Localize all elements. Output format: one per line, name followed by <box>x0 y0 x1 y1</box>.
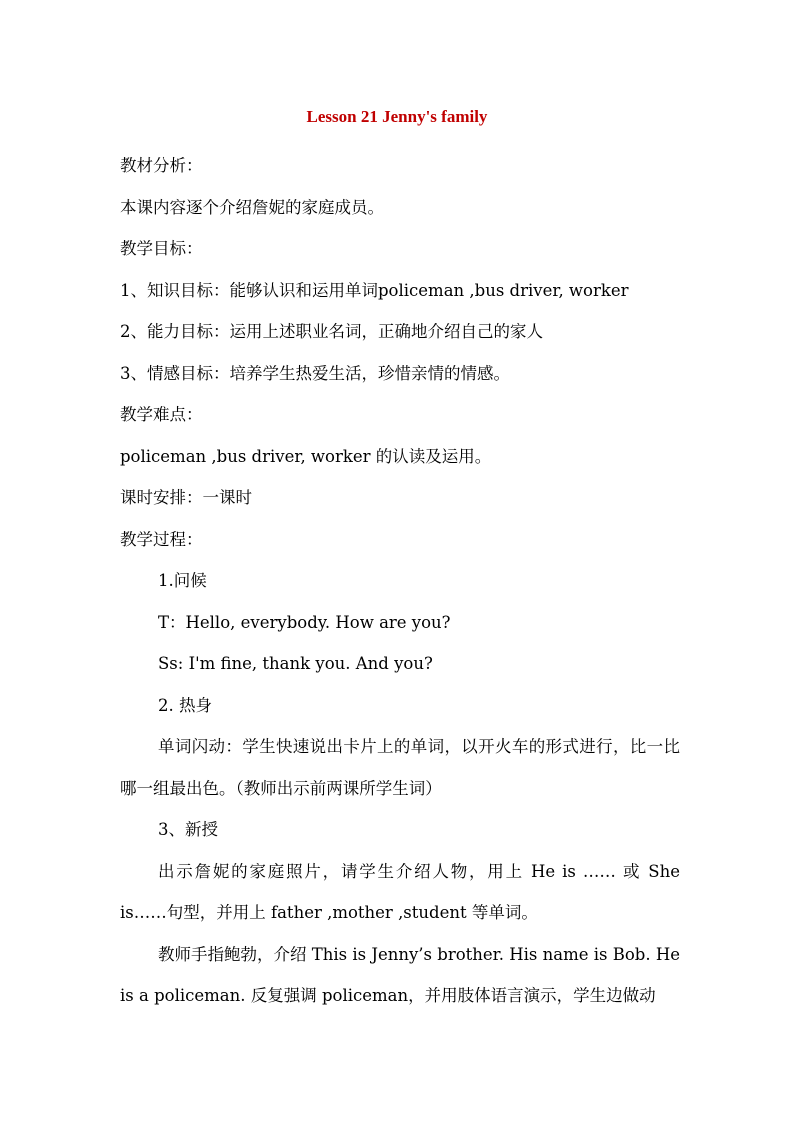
schedule-text: 课时安排：一课时 <box>120 488 252 507</box>
document-title: Lesson 21 Jenny's family <box>306 107 488 126</box>
objective-knowledge: 1、知识目标：能够认识和运用单词policeman ,bus driver, worker <box>120 280 629 300</box>
analysis-text: 本课内容逐个介绍詹妮的家庭成员。 <box>120 197 384 217</box>
paragraph-warmup: 单词闪动：学生快速说出卡片上的单词，以开火车的形式进行，比一比哪一组最出色。（教师出示前两课所学生词） <box>120 737 680 798</box>
heading-objectives: 教学目标： <box>120 239 203 258</box>
paragraph-teacher: 教师手指鲍勃，介绍 This is Jenny’s brother. His name is Bob. He is a policeman. 反复强调 policeman，并用肢体语言演示，学生边做动 <box>120 944 680 1005</box>
heading-analysis: 教材分析： <box>120 156 203 175</box>
difficulty-text: policeman ,bus driver, worker 的认读及运用。 <box>120 446 492 466</box>
step-greeting: 1.问候 <box>158 571 207 590</box>
step-warmup: 2. 热身 <box>158 695 212 715</box>
dialogue-students: Ss: I'm fine, thank you. And you? <box>158 654 433 673</box>
dialogue-teacher: T：Hello, everybody. How are you? <box>158 612 451 632</box>
heading-difficulty: 教学难点： <box>120 405 203 424</box>
objective-ability: 2、能力目标：运用上述职业名词，正确地介绍自己的家人 <box>120 322 543 341</box>
heading-process: 教学过程： <box>120 529 203 549</box>
paragraph-photo: 出示詹妮的家庭照片，请学生介绍人物，用上 He is …… 或 She is……句型，并用上 father ,mother ,student 等单词。 <box>120 861 680 922</box>
document-body <box>120 145 680 1017</box>
objective-emotion: 3、情感目标：培养学生热爱生活，珍惜亲情的情感。 <box>120 363 510 383</box>
step-new-lesson: 3、新授 <box>158 820 218 839</box>
